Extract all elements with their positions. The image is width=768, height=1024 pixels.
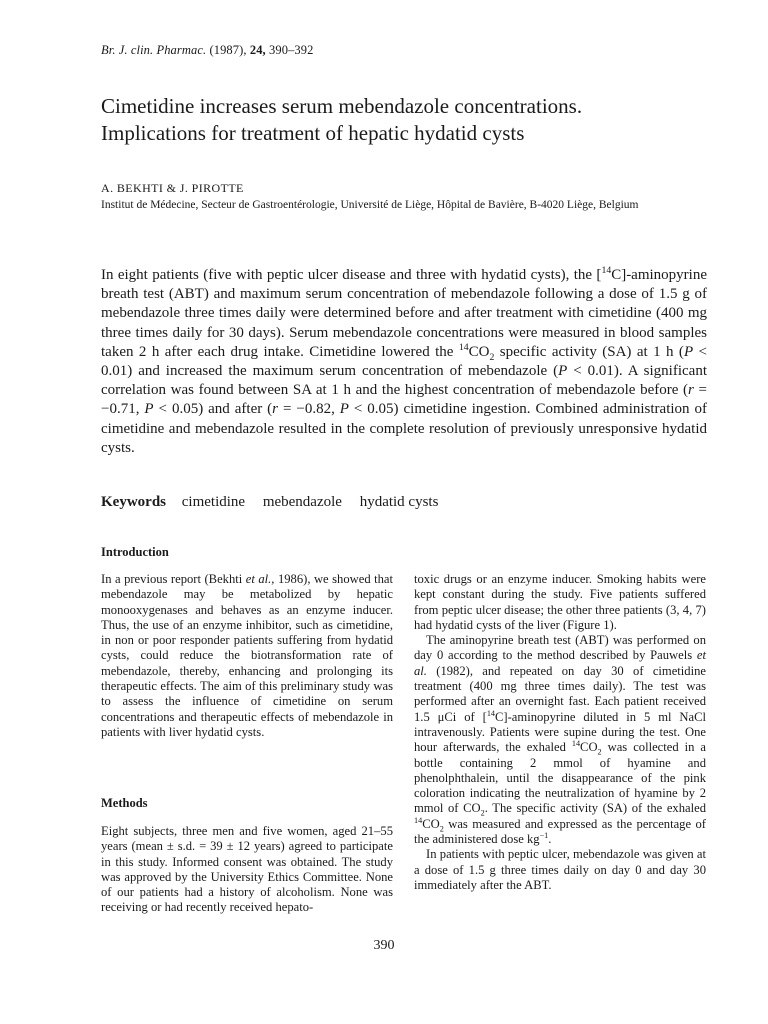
methods-text: Eight subjects, three men and five women, aged 21–55 years (mean ± s.d. = 39 ± 12 years) agreed to participate in this study. Informed consent was obtained. The study was approved by the University Ethics Committee. None of our patients had a history of alcoholism. None was receiving or had recently received hepato- — [101, 824, 393, 915]
affiliation: Institut de Médecine, Secteur de Gastroentérologie, Université de Liège, Hôpital de Bavière, B-4020 Liège, Belgium — [101, 199, 639, 211]
keywords-label: Keywords — [101, 494, 166, 510]
title-line-1: Cimetidine increases serum mebendazole concentrations. — [101, 94, 583, 118]
keyword: hydatid cysts — [359, 494, 439, 510]
abstract: In eight patients (five with peptic ulcer disease and three with hydatid cysts), the [$^{14}$C]-aminopyrine breath test (ABT) and maximum serum concentration of mebendazole following a dose of 1.5 g of mebendazole three times daily were determined before and after treatment with cimetidine (400 mg three times daily for 30 days). Serum mebendazole concentrations were measured in blood samples taken 2 h after each drug intake. Cimetidine lowered the $^{14}CO_2$ specific activity (SA) at 1 h (P < 0.01) and increased the maximum serum concentration of mebendazole (P < 0.01). A significant correlation was found between SA at 1 h and the highest concentration of mebendazole before (r = −0.71, P < 0.05) and after (r = −0.82, P < 0.05) cimetidine ingestion. Combined administration of cimetidine and mebendazole resulted in the complete resolution of previously unresponsive hydatid cysts. — [101, 265, 707, 456]
introduction-heading: Introduction — [101, 545, 169, 559]
keywords — [101, 494, 452, 511]
authors: A. BEKHTI & J. PIROTTE — [101, 181, 244, 195]
keyword: cimetidine — [181, 494, 246, 510]
journal-year: (1987), — [209, 43, 247, 57]
journal-name: Br. J. clin. Pharmac. — [101, 43, 207, 57]
paragraph: In patients with peptic ulcer, mebendazole was given at a dose of 1.5 g three times daily on day 0 and day 30 immediately after the ABT. — [414, 847, 706, 892]
paragraph: The aminopyrine breath test (ABT) was performed on day 0 according to the method described by Pauwels et al. (1982), and repeated on day 30 of cimetidine treatment (400 mg three times daily). The test was performed after an overnight fast. Each patient received 1.5 μCi of [$^{14}$C]-aminopyrine diluted in 5 ml NaCl intravenously. Patients were supine during the test. One hour afterwards, the exhaled $^{14}CO_2$ was collected in a bottle containing 2 mmol of hyamine and phenolphthalein, until the disappearance of the pink coloration indicating the neutralization of hyamine by 2 mmol of $CO_2$. The specific activity (SA) of the exhaled $^{14}CO_2$ was measured and expressed as the percentage of the administered dose $kg^{-1}$. — [414, 633, 707, 847]
journal-citation — [101, 43, 313, 58]
article-title — [101, 93, 701, 147]
journal-pages: 390–392 — [269, 43, 314, 57]
journal-volume: 24, — [249, 43, 266, 57]
right-column-text — [414, 572, 706, 893]
title-line-2: Implications for treatment of hepatic hydatid cysts — [101, 121, 525, 145]
introduction-text: In a previous report (Bekhti et al., 1986), we showed that mebendazole may be metabolized by hepatic monooxygenases and behaves as an enzyme inducer. Thus, the use of an enzyme inhibitor, such as cimetidine, in non or poor responder patients suffering from hydatid cysts, could reduce the biotransformation rate of mebendazole, thereby, enhancing and prolonging its therapeutic effects. The aim of this preliminary study was to assess the influence of cimetidine on serum concentrations and therapeutic effects of mebendazole in patients with liver hydatid cysts. — [101, 572, 393, 739]
keyword: mebendazole — [262, 494, 342, 510]
page-number: 390 — [373, 938, 395, 953]
paragraph: toxic drugs or an enzyme inducer. Smoking habits were kept constant during the study. Five patients suffered from peptic ulcer disease; the other three patients (3, 4, 7) had hydatid cysts of the liver (Figure 1). — [414, 572, 706, 632]
methods-heading: Methods — [101, 796, 148, 810]
